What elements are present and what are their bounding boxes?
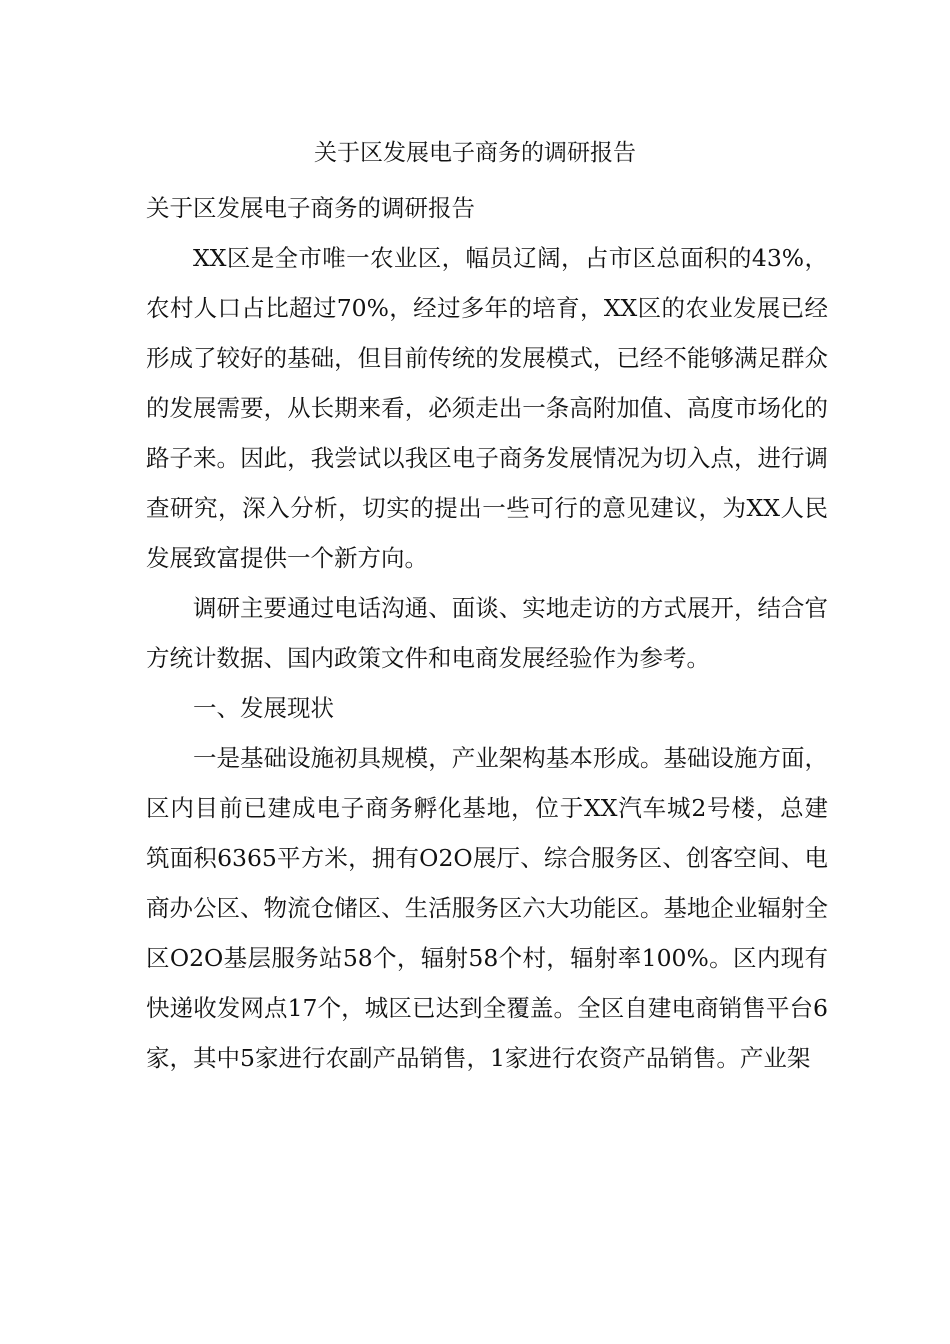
- section-heading: 一、发展现状: [193, 694, 334, 722]
- document-body: [146, 183, 828, 1083]
- paragraph-infrastructure: 一是基础设施初具规模，产业架构基本形成。基础设施方面，区内目前已建成电子商务孵化基地，位于XX汽车城2号楼，总建筑面积6365平方米，拥有O2O展厅、综合服务区、创客空间、电商办公区、物流仓储区、生活服务区六大功能区。基地企业辐射全区O2O基层服务站58个，辐射58个村，辐射率100%。区内现有快递收发网点17个，城区已达到全覆盖。全区自建电商销售平台6家，其中5家进行农副产品销售，1家进行农资产品销售。产业架: [146, 744, 828, 1072]
- document-title: 关于区发展电子商务的调研报告: [314, 140, 636, 166]
- paragraph-method: 调研主要通过电话沟通、面谈、实地走访的方式展开，结合官方统计数据、国内政策文件和电商发展经验作为参考。: [146, 594, 828, 672]
- paragraph-intro: XX区是全市唯一农业区，幅员辽阔，占市区总面积的43%，农村人口占比超过70%，经过多年的培育，XX区的农业发展已经形成了较好的基础，但目前传统的发展模式，已经不能够满足群众的发展需要，从长期来看，必须走出一条高附加值、高度市场化的路子来。因此，我尝试以我区电子商务发展情况为切入点，进行调查研究，深入分析，切实的提出一些可行的意见建议，为XX人民发展致富提供一个新方向。: [146, 244, 828, 572]
- document-subtitle: 关于区发展电子商务的调研报告: [146, 194, 475, 222]
